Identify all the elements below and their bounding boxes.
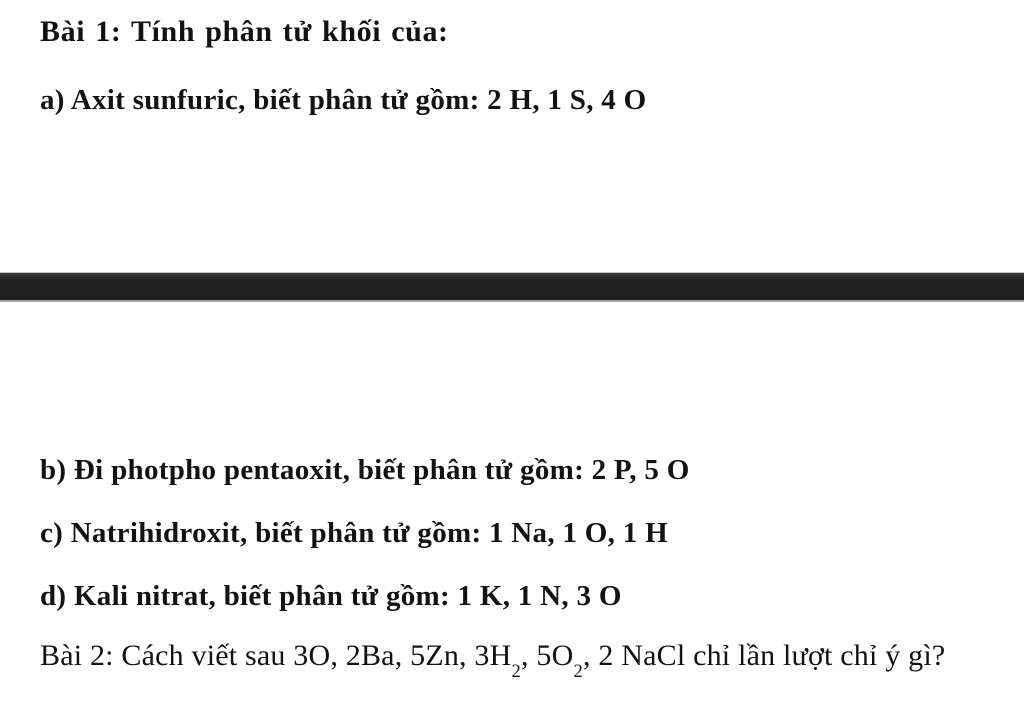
- exercise-1-item-a: a) Axit sunfuric, biết phân tử gồm: 2 H, 1 S, 4 O: [40, 84, 647, 116]
- chemical-subscript: 2: [573, 661, 583, 682]
- exercise-1-title: Bài 1: Tính phân tử khối của:: [40, 15, 449, 48]
- chemical-subscript: 2: [511, 661, 521, 682]
- text-segment: , 5O: [521, 639, 574, 672]
- redaction-bar: [0, 272, 1024, 302]
- exercise-1-item-b: b) Đi photpho pentaoxit, biết phân tử gồm: 2 P, 5 O: [40, 454, 690, 486]
- exercise-1-item-d: d) Kali nitrat, biết phân tử gồm: 1 K, 1 N, 3 O: [40, 580, 622, 612]
- exercise-1-item-c: c) Natrihidroxit, biết phân tử gồm: 1 Na, 1 O, 1 H: [40, 517, 668, 549]
- text-segment: Bài 2: Cách viết sau 3O, 2Ba, 5Zn, 3H: [40, 639, 512, 672]
- text-segment: , 2 NaCl chỉ lần lượt chỉ ý gì?: [582, 639, 946, 672]
- exercise-2-prompt: [40, 638, 946, 682]
